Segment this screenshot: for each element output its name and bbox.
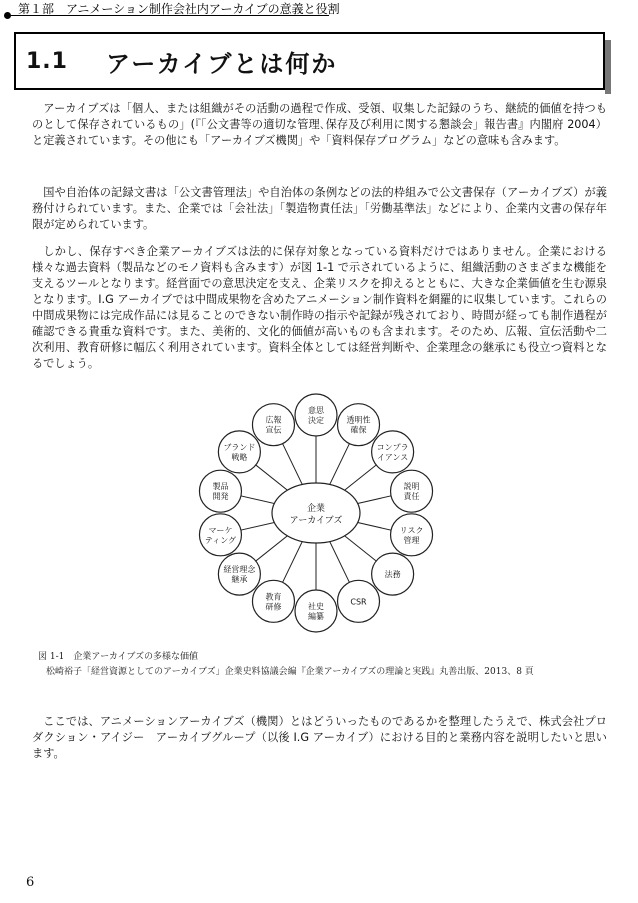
diagram-node [295,394,337,436]
running-head [0,0,638,24]
diagram-node-label: 管理 [403,535,420,545]
diagram-node-label: 社史 [308,602,324,611]
diagram-node-label: CSR [350,597,367,607]
diagram-node-label: 透明性 [346,415,371,425]
section-title: アーカイブとは何か [106,49,338,78]
diagram-node-label: 戦略 [231,452,248,462]
diagram-node-label: 広報 [265,415,282,425]
diagram-node-label: 編纂 [308,612,324,621]
diagram-node-label: コンプラ [376,442,409,452]
diagram-node-label: 経営理念 [223,565,256,575]
diagram-center-label: アーカイブズ [289,516,343,526]
diagram-node-label: 宣伝 [265,425,282,435]
diagram-center-label: 企業 [306,504,326,514]
diagram-node-label: 教育 [265,592,282,602]
diagram-node-label: 研修 [265,602,282,612]
figure-caption: 図 1-1 企業アーカイブズの多様な価値 [38,652,199,662]
diagram-node-label: 意思 [308,406,324,415]
diagram-node-label: リスク [399,525,424,535]
diagram-node-label: 説明 [403,482,420,492]
figure-corporate-archives-value [186,388,446,638]
page-number: 6 [26,875,35,890]
diagram-node-label: 開発 [212,492,229,502]
paragraph-corporate-archives: しかし、保存すべき企業アーカイブズは法的に保存対象となっている資料だけではありません。企業における様々な過去資料（製品などのモノ資料も含みます）が図 1-1 で示されているように、組織活動のさまざまな機能を支えるツールとなります。経営面での意思決定を支え、企業リスクを抑えるとともに、大きな企業価値を生む源泉となります。I.G アーカイブでは中間成果物を含めたアニメーション制作資料を網羅的に収集しています。これらの中間成果物には完成作品には見ることのできない制作時の指示や記録が残されており、時間が経っても制作過程が確認できる貴重な資料です。また、美術的、文化的価値が高いものも含まれます。そのため、広報、宣伝活動や二次利用、教育研修に幅広く利用されています。資料全体としては経営判断や、企業理念の継承にも役立つ資料となるでしょう。 [32,245,607,370]
diagram-node-label: 法務 [384,570,401,580]
section-heading-shadow [605,40,611,94]
figure-source: 松崎裕子「経営資源としてのアーカイブズ」企業史料協議会編『企業アーカイブズの理論と実践』丸善出版、2013、8 頁 [46,667,534,677]
section-heading [14,32,605,90]
running-head-bullet [4,12,11,19]
diagram-node-label: 決定 [308,416,324,425]
diagram-node-label: マーケ [208,525,233,535]
diagram-node-label: 製品 [212,482,229,492]
diagram-node-label: 確保 [350,425,367,435]
diagram-node-label: ティング [204,535,237,545]
paragraph-definition: アーカイブズは「個人、または組織がその活動の過程で作成、受領、収集した記録のうち、継続的価値を持つものとして保存されているもの」(『「公文書等の適切な管理､保存及び利用に関する懇談会」報告書』内閣府 2004）と定義されています。その他にも「アーカイブズ機関」や「資料保存プログラム」などの意味も含みます。 [32,102,607,147]
paragraph-legal-framework: 国や自治体の記録文書は「公文書管理法」や自治体の条例などの法的枠組みで公文書保存（アーカイブズ）が義務付けられています。また、企業では「会社法」「製造物責任法」「労働基準法」などにより、企業内文書の保存年限が定められています。 [32,186,607,231]
diagram-node-label: イアンス [377,452,409,462]
diagram-node-label: 継承 [231,575,248,585]
diagram-svg [186,388,446,638]
diagram-node-label: 責任 [403,492,420,502]
running-head-text: 第１部 アニメーション制作会社内アーカイブの意義と役割 [18,2,340,16]
diagram-node [295,590,337,632]
diagram-node-label: ブランド [223,442,256,452]
paragraph-introduction: ここでは、アニメーションアーカイブズ（機関）とはどういったものであるかを整理したうえで、株式会社プロダクション・アイジー アーカイブグループ（以後 I.G アーカイブ）における目的と業務内容を説明したいと思います。 [32,715,607,760]
section-number: 1.1 [26,48,68,74]
